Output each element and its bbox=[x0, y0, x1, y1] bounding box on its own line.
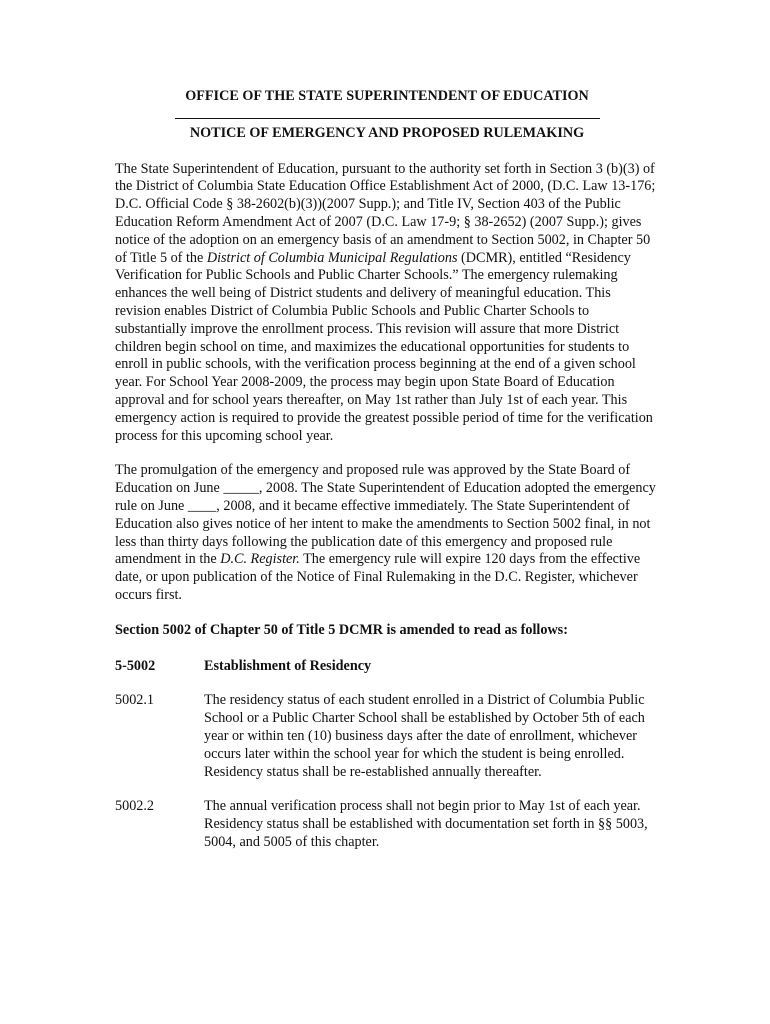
dc-register-italic: D.C. Register. bbox=[220, 551, 300, 568]
office-title: OFFICE OF THE STATE SUPERINTENDENT OF EDUCATION bbox=[185, 88, 589, 104]
subsection-row bbox=[115, 692, 659, 781]
notice-title: NOTICE OF EMERGENCY AND PROPOSED RULEMAKING bbox=[189, 124, 585, 141]
subsection-text: The annual verification process shall not begin prior to May 1st of each year. Residency status shall be established with documentation set forth in §§ 5003, 5004, and 5005 of this chapter. bbox=[204, 798, 648, 850]
paragraph-authority bbox=[115, 161, 659, 446]
paragraph-authority-part2: (DCMR), entitled “Residency Verification for Public Schools and Public Charter Schools.” The emergency rulemaking enhances the well being of District students and delivery of meaningful education. This revision enables District of Columbia Public Schools and Public Charter Schools to substantially improve the enrollment process. This revision will assure that more District children begin school on time, and maximizes the educational opportunities for students to enroll in public schools, with the verification process beginning at the end of a given school year. For School Year 2008-2009, the process may begin upon State Board of Education approval and for school years thereafter, on May 1st rather than July 1st of each year. This emergency action is required to provide the greatest possible period of time for the verification process for this upcoming school year. bbox=[115, 249, 653, 444]
subsection-number: 5002.1 bbox=[115, 692, 155, 709]
paragraph-promulgation-part1: The promulgation of the emergency and proposed rule was approved by the State Board of Education on June _____, 2008. The State Superintendent of Education adopted the emergency rule on June ____, 2008, and it became effective immediately. The State Superintendent of Education also gives notice of her intent to make the amendments to Section 5002 final, in not less than thirty days following the publication date of this emergency and proposed rule amendment in the bbox=[115, 462, 656, 568]
paragraph-promulgation-part2: The emergency rule will expire 120 days from the effective date, or upon publication of the Notice of Final Rulemaking in the D.C. Register, whichever occurs first. bbox=[115, 551, 641, 603]
section-heading-row bbox=[115, 658, 659, 676]
title-divider bbox=[175, 118, 600, 119]
section-number: 5-5002 bbox=[115, 657, 156, 674]
subsection-number: 5002.2 bbox=[115, 798, 155, 815]
document-page bbox=[115, 88, 659, 869]
paragraph-promulgation bbox=[115, 462, 659, 604]
section-title: Establishment of Residency bbox=[204, 657, 372, 674]
paragraph-authority-part1: The State Superintendent of Education, pursuant to the authority set forth in Section 3 (b)(3) of the District of Columbia State Education Office Establishment Act of 2000, (D.C. Law 13-176; D.C. Official Code § 38-2602(b)(3))(2007 Supp.); and Title IV, Section 403 of the Public Education Reform Amendment Act of 2007 (D.C. Law 17-9; § 38-2652) (2007 Supp.); gives notice of the adoption on an emergency basis of an amendment to Section 5002, in Chapter 50 of Title 5 of the bbox=[115, 160, 656, 266]
subsection-row bbox=[115, 798, 659, 851]
subsection-text: The residency status of each student enrolled in a District of Columbia Public School or a Public Charter School shall be established by October 5th of each year or within ten (10) business days after the date of enrollment, whichever occurs later within the school year for which the student is being enrolled. Residency status shall be re-established annually thereafter. bbox=[204, 692, 645, 780]
amendment-heading: Section 5002 of Chapter 50 of Title 5 DCMR is amended to read as follows: bbox=[115, 621, 568, 638]
dcmr-title-italic: District of Columbia Municipal Regulations bbox=[206, 249, 458, 266]
